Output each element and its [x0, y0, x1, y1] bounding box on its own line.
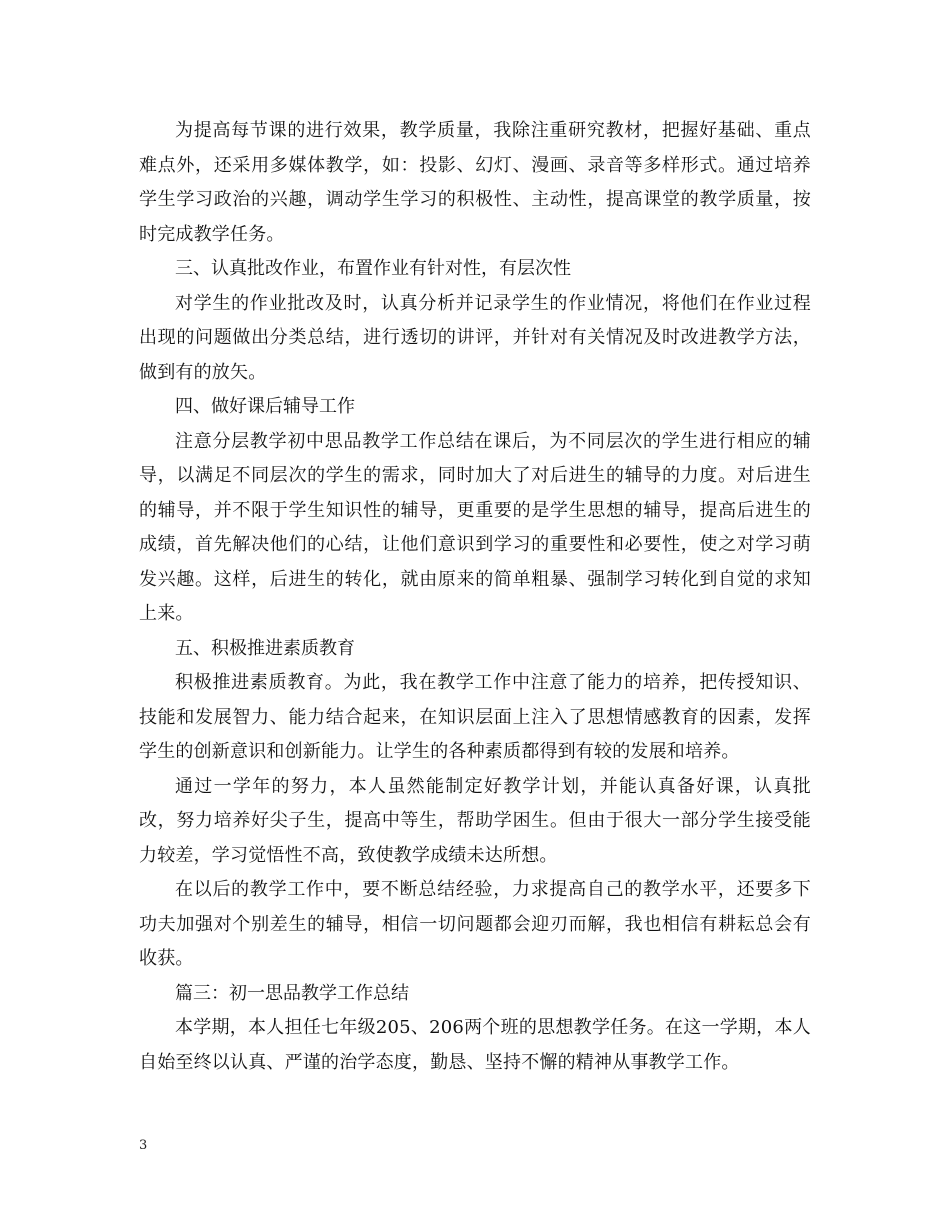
document-body — [139, 114, 811, 1080]
paragraph-5: 通过一学年的努力，本人虽然能制定好教学计划，并能认真备好课，认真批改，努力培养好尖子生，提高中等生，帮助学困生。但由于很大一部分学生接受能力较差，学习觉悟性不高，致使教学成绩未达所想。 — [139, 775, 811, 866]
section-heading-5: 五、积极推进素质教育 — [175, 637, 355, 659]
page-number: 3 — [139, 1138, 148, 1153]
paragraph-7: 本学期，本人担任七年级205、206两个班的思想教学任务。在这一学期，本人自始至终以认真、严谨的治学态度，勤恳、坚持不懈的精神从事教学工作。 — [139, 1017, 811, 1073]
paragraph-2: 对学生的作业批改及时，认真分析并记录学生的作业情况，将他们在作业过程出现的问题做出分类总结，进行透切的讲评，并针对有关情况及时改进教学方法，做到有的放矢。 — [139, 292, 811, 383]
section-heading-3: 三、认真批改作业，布置作业有针对性，有层次性 — [175, 258, 571, 279]
paragraph-4: 积极推进素质教育。为此，我在教学工作中注意了能力的培养，把传授知识、技能和发展智力、能力结合起来，在知识层面上注入了思想情感教育的因素，发挥学生的创新意识和创新能力。让学生的各种素质都得到有较的发展和培养。 — [139, 672, 811, 762]
paragraph-1: 为提高每节课的进行效果，教学质量，我除注重研究教材，把握好基础、重点难点外，还采用多媒体教学，如：投影、幻灯、漫画、录音等多样形式。通过培养学生学习政治的兴趣，调动学生学习的积极性、主动性，提高课堂的教学质量，按时完成教学任务。 — [139, 120, 811, 245]
section-heading-4: 四、做好课后辅导工作 — [175, 396, 355, 417]
paragraph-6: 在以后的教学工作中，要不断总结经验，力求提高自己的教学水平，还要多下功夫加强对个别差生的辅导，相信一切问题都会迎刃而解，我也相信有耕耘总会有收获。 — [139, 879, 811, 969]
paragraph-3: 注意分层教学初中思品教学工作总结在课后，为不同层次的学生进行相应的辅导，以满足不同层次的学生的需求，同时加大了对后进生的辅导的力度。对后进生的辅导，并不限于学生知识性的辅导，更重要的是学生思想的辅导，提高后进生的成绩，首先解决他们的心结，让他们意识到学习的重要性和必要性，使之对学习萌发兴趣。这样，后进生的转化，就由原来的简单粗暴、强制学习转化到自觉的求知上来。 — [139, 430, 811, 624]
article-heading-3: 篇三：初一思品教学工作总结 — [175, 982, 409, 1004]
